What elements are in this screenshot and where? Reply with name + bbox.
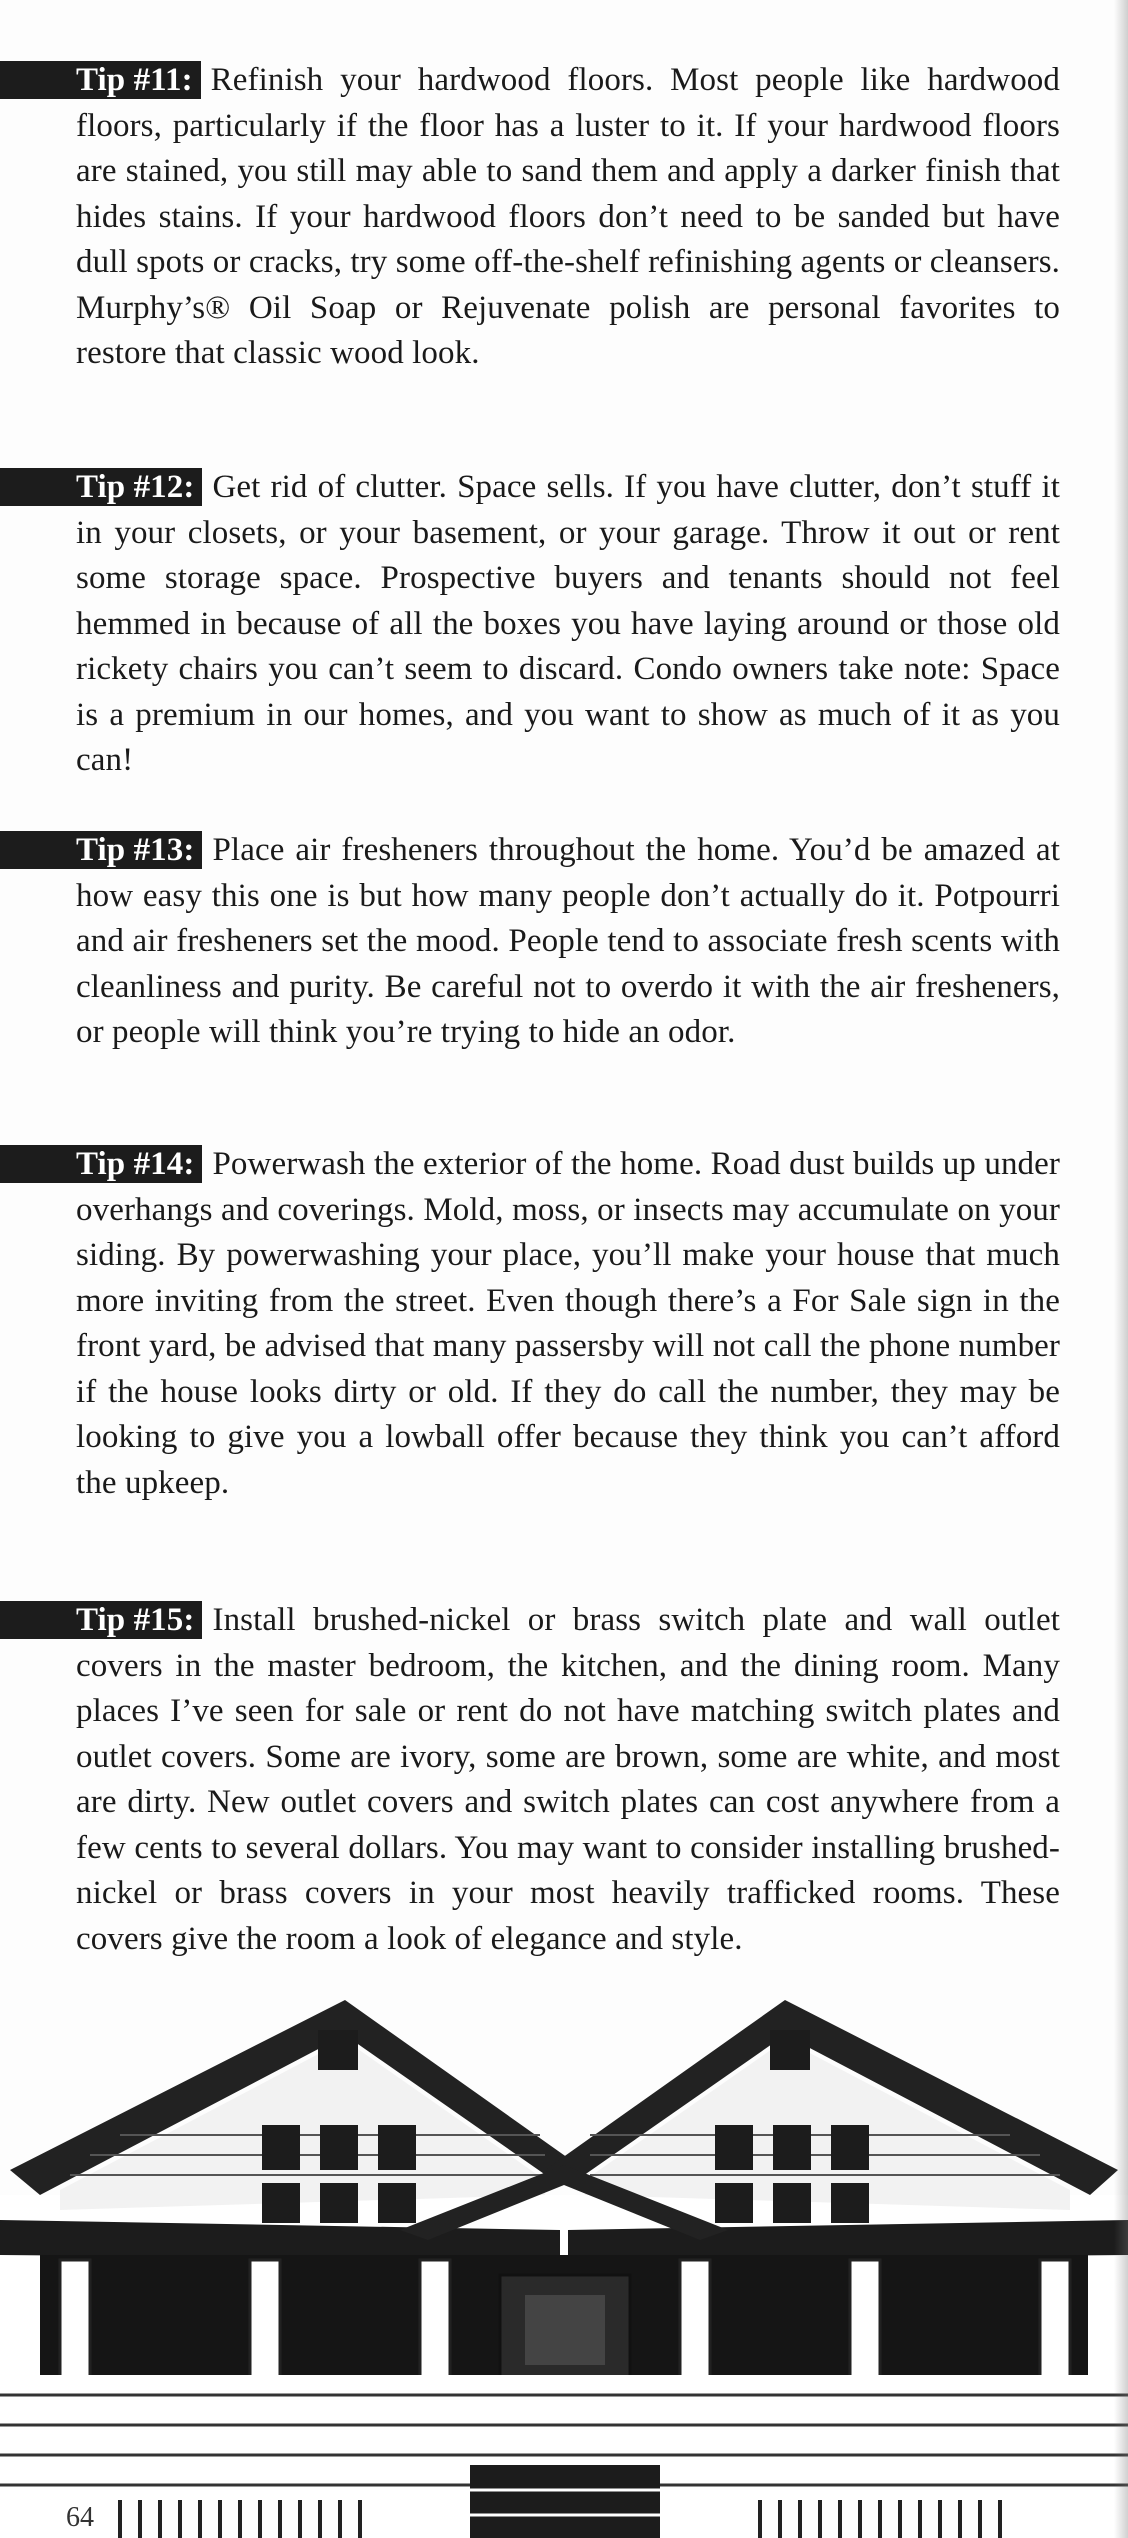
tip-13-text: Place air fresheners throughout the home. You’d be amazed at how easy this one is but how many people don’t actually do it. Potpourri and air fresheners set the mood. People tend to associate fresh scents with cleanliness and purity. Be careful not to overdo it with the air fresheners, or people will think you’re trying to hide an odor. <box>76 832 1060 1050</box>
tip-11 <box>0 58 1060 377</box>
tip-13-paragraph <box>0 828 1060 1056</box>
page-number: 64 <box>62 2502 98 2534</box>
tip-14-text: Powerwash the exterior of the home. Road dust builds up under overhangs and coverings. Mold, moss, or insects may accumulate on your siding. By powerwashing your place, you’ll make your house that much more inviting from the street. Even though there’s a For Sale sign in the front yard, be advised that many passersby will not call the phone number if the house looks dirty or old. If they do call the number, they may be looking to give you a lowball offer because they think you can’t afford the upkeep. <box>76 1146 1060 1501</box>
tip-12-label: Tip #12: <box>0 468 202 506</box>
tip-14 <box>0 1142 1060 1506</box>
page-edge-shadow <box>1114 0 1128 2538</box>
tip-14-label: Tip #14: <box>0 1145 202 1183</box>
house-illustration <box>0 1995 1128 2538</box>
tip-12-paragraph <box>0 465 1060 784</box>
tip-15-label: Tip #15: <box>0 1601 202 1639</box>
tip-13 <box>0 828 1060 1056</box>
tip-15-paragraph <box>0 1598 1060 1962</box>
tip-11-text: Refinish your hardwood floors. Most people like hardwood floors, particularly if the floor has a luster to it. If your hardwood floors are stained, you still may able to sand them and apply a darker finish that hides stains. If your hardwood floors don’t need to be sanded but have dull spots or cracks, try some off-the-shelf refinishing agents or cleansers. Murphy’s® Oil Soap or Rejuvenate polish are personal favorites to restore that classic wood look. <box>76 62 1060 371</box>
tip-12 <box>0 465 1060 784</box>
tip-12-text: Get rid of clutter. Space sells. If you have clutter, don’t stuff it in your closets, or your basement, or your garage. Throw it out or rent some storage space. Prospective buyers and tenants should not feel hemmed in because of all the boxes you have laying around or those old rickety chairs you can’t seem to discard. Condo owners take note: Space is a premium in our homes, and you want to show as much of it as you can! <box>76 469 1060 778</box>
tip-11-paragraph <box>0 58 1060 377</box>
tip-15 <box>0 1598 1060 1962</box>
tip-15-text: Install brushed-nickel or brass switch plate and wall outlet covers in the master bedroom, the kitchen, and the dining room. Many places I’ve seen for sale or rent do not have matching switch plates and outlet covers. Some are ivory, some are brown, some are white, and most are dirty. New outlet covers and switch plates can cost anywhere from a few cents to several dollars. You may want to consider installing brushed-nickel or brass covers in your most heavily trafficked rooms. These covers give the room a look of elegance and style. <box>76 1602 1060 1957</box>
tip-11-label: Tip #11: <box>0 61 201 99</box>
tip-13-label: Tip #13: <box>0 831 202 869</box>
tip-14-paragraph <box>0 1142 1060 1506</box>
